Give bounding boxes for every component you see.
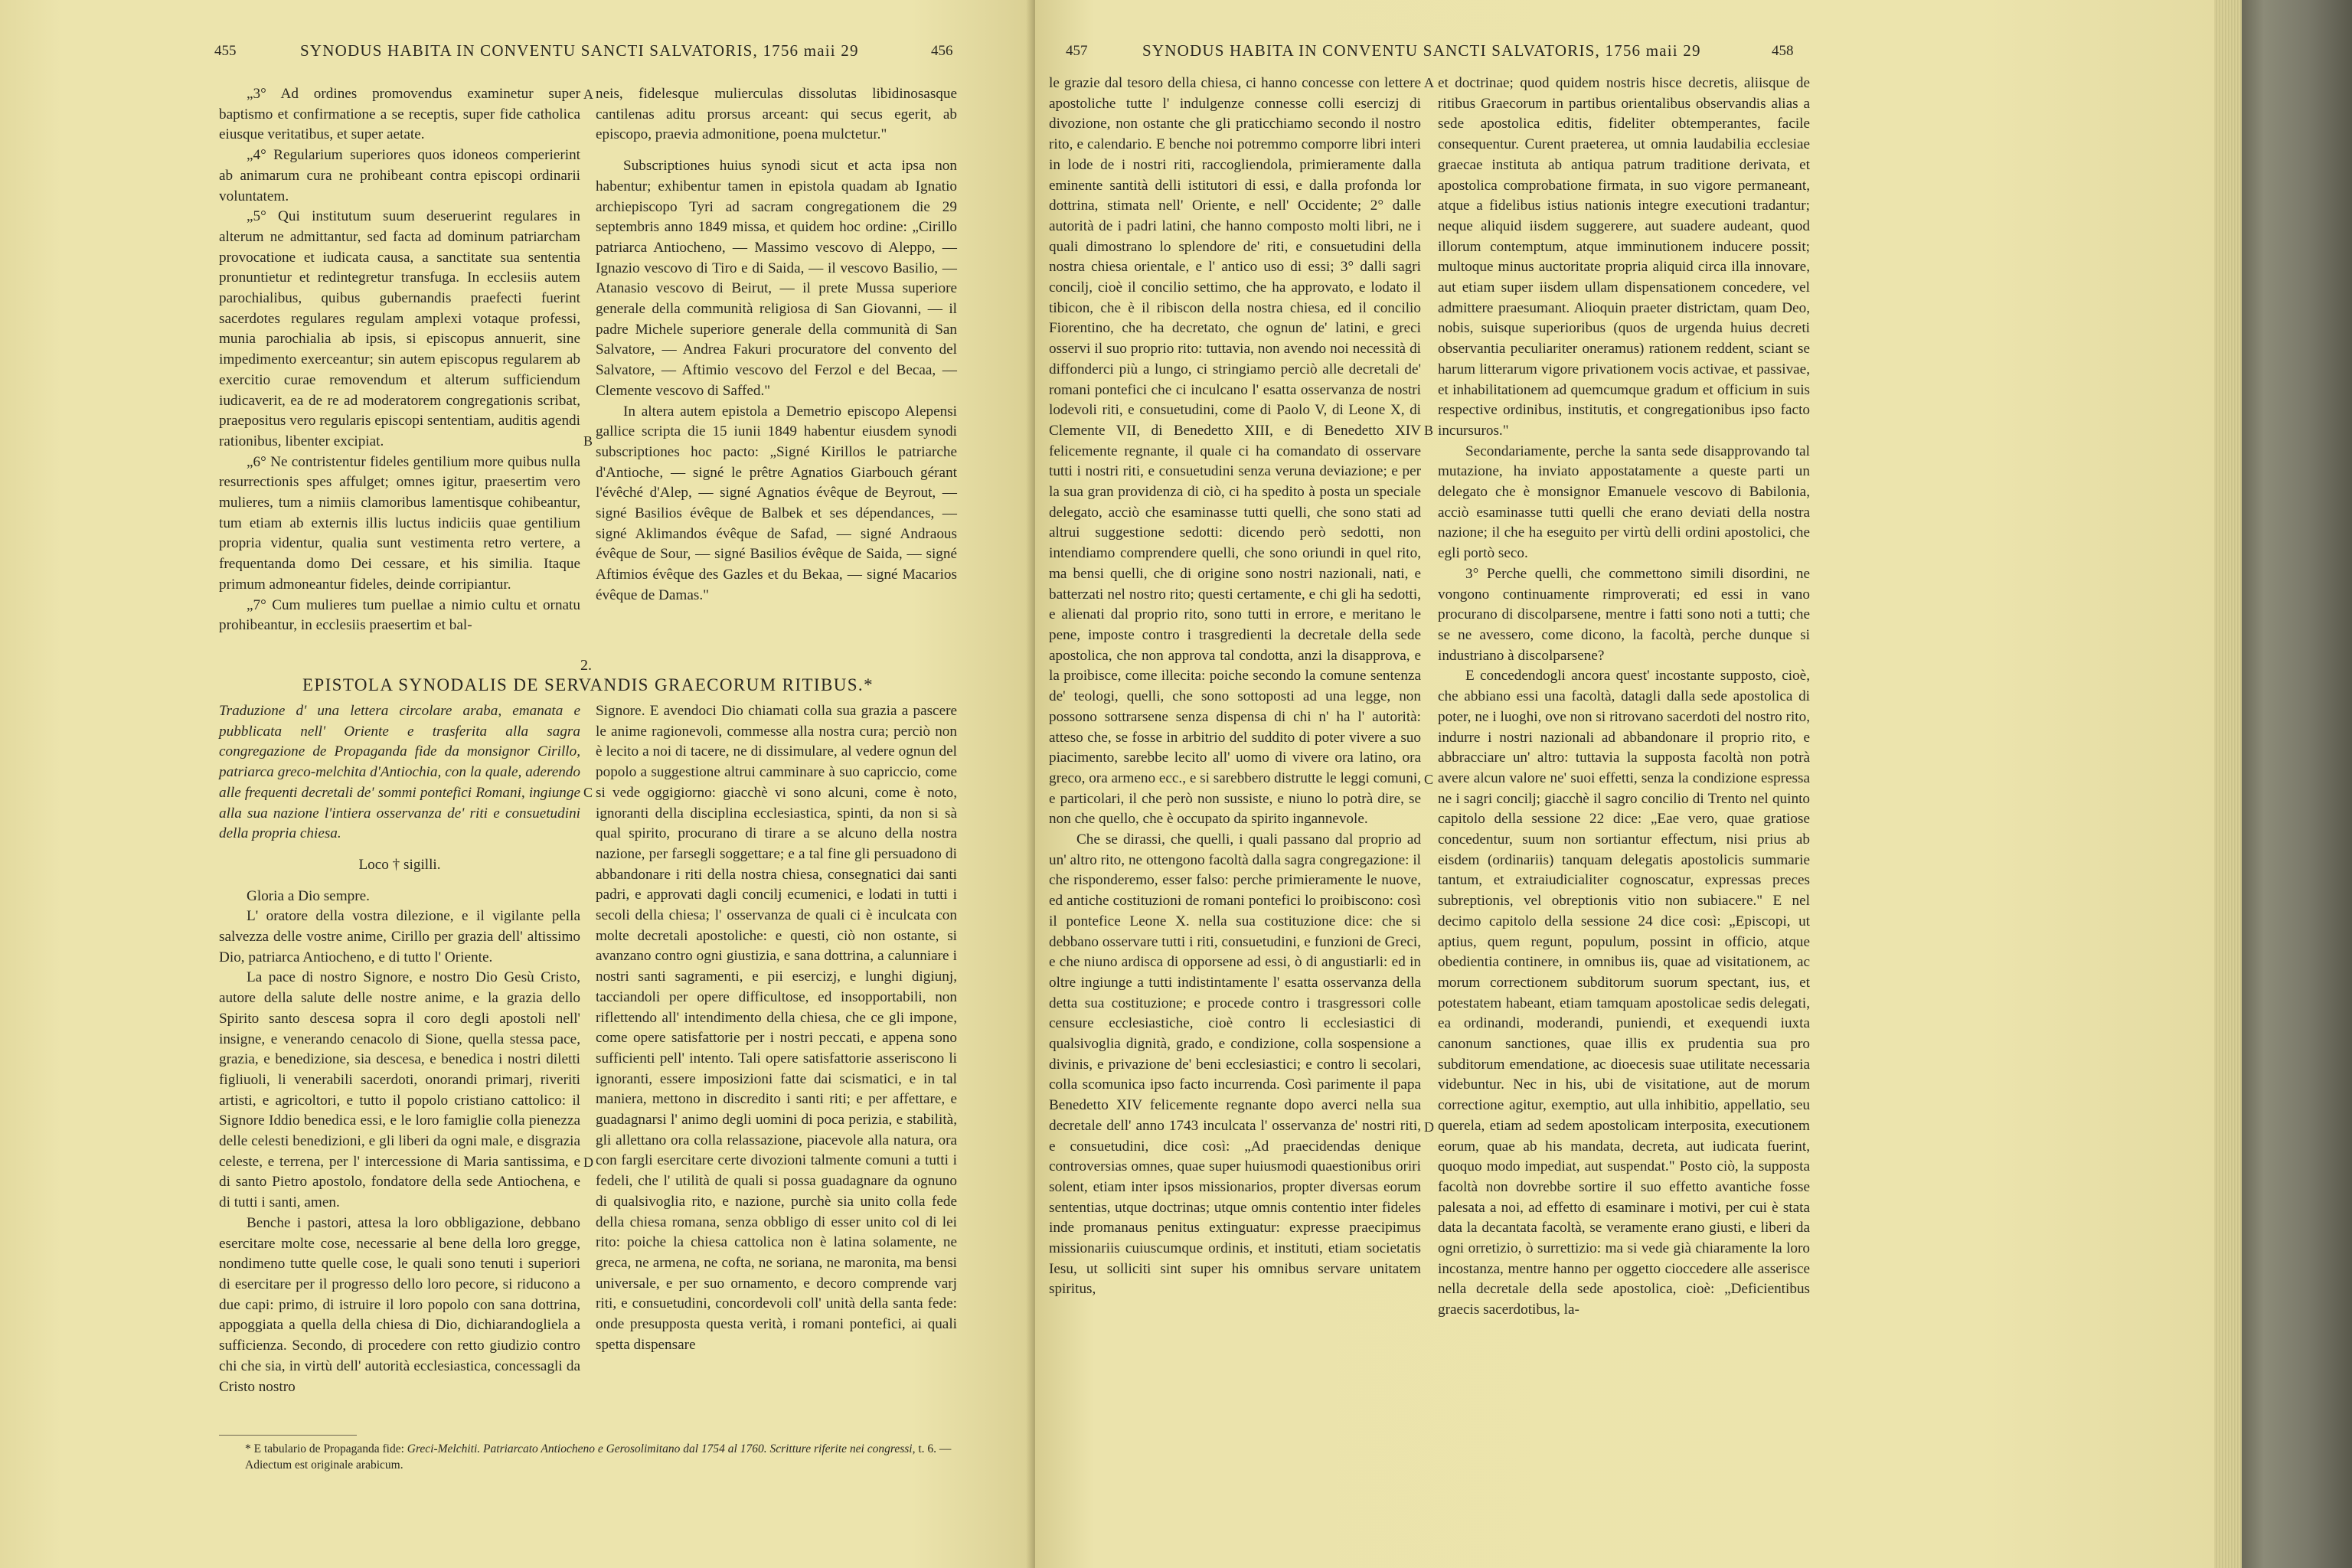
column-right-top: [596, 84, 957, 606]
margin-marker: A: [1424, 75, 1434, 90]
paragraph: In altera autem epistola a Demetrio episcopo Alepensi gallice scripta die 15 iunii 1849 habentur eiusdem synodi subscriptiones hoc pacto: „Signé Kirillos le patriarche d'Antioche, — signé le prêtre Agnatios Giarbouch gérant l'évêché d'Alep, — signé Agnatios évêque de Beyrout, — signé Basilios évêque de Balbek et ses dépendances, — signé Aklimandos évêque de Safad, — signé Andraous évêque de Sour, — signé Basilios évêque de Saida, — signé Aftimios évêque des Gazles et du Bekaa, — signé Macarios évêque de Damas.": [596, 403, 957, 603]
book-cover: [2242, 0, 2352, 1568]
paragraph: Secondariamente, perche la santa sede disapprovando tal mutazione, ha inviato appostatamente a queste parti un delegato che è monsignor Emanuele vescovo di Babilonia, acciò esaminasse tutti quelli che erano deviati della nostra nazione; il che ha eseguito per virtù delli ordini apostolici, che egli portò seco.: [1438, 443, 1810, 562]
left-page: [0, 0, 1035, 1568]
paragraph: neis, fidelesque mulierculas dissolutas libidinosasque cantilenas aditu prorsus arceant: qui secus egerit, ab episcopo, praevia admonitione, poena mulctetur.": [596, 86, 957, 143]
page-number: 456: [931, 43, 953, 59]
paragraph: 3° Perche quelli, che commettono simili disordini, ne vongono continuamente rimproverati; ed essi in vano procurano di discolparsene, mentre i fatti sono noti a tutti; che se ne avessero, come dicono, la facoltà, perche dunque si industriano à discolparsene?: [1438, 565, 1810, 664]
paragraph: „3° Ad ordines promovendus examinetur super baptismo et confirmatione a se receptis, super fide catholica eiusque veritatibus, et super aetate.: [219, 86, 580, 143]
page-number: 458: [1772, 43, 1794, 59]
column-left: [1049, 74, 1421, 1300]
paragraph: Benche i pastori, attesa la loro obbligazione, debbano esercitare molte cose, necessarie al bene della loro gregge, nondimeno tutte quelle cose, le quali sono tenuti i superiori di esercitare per il progresso dello loro pecore, si riducono a due capi: primo, di istruire il loro popolo con sana dottrina, appoggiata a quella della chiesa di Dio, dichiarandogliela a sufficienza. Secondo, di procedere con retto giudizio contro chi che sia, in virtù dell' autorità ecclesiastica, concessagli da Cristo nostro: [219, 1214, 580, 1395]
margin-marker: B: [1424, 423, 1434, 438]
section-title: EPISTOLA SYNODALIS DE SERVANDIS GRAECORUM RITIBUS.*: [302, 675, 874, 694]
section-number: 2.: [580, 657, 592, 674]
paragraph: „6° Ne contristentur fideles gentilium more quibus nulla resurrectionis spes affulget; omnes igitur, praesertim vero mulieres, tum a nimiis clamoribus lamentisque cohibeantur, tum etiam ab externis illis luctus indiciis quae gentilium propria videntur, qualia sunt vestimenta retro vertere, a frequentanda domo Dei cessare, et his similia. Itaque primum admoneantur fideles, deinde corripiantur.: [219, 453, 580, 593]
right-page: [1035, 0, 2214, 1568]
footnote: * E tabulario de Propaganda fide: Greci-Melchiti. Patriarcato Antiocheno e Gerosolimitano dal 1754 al 1760. Scritture riferite nei congressi, t. 6. — Adiectum est originale arabicum.: [245, 1442, 952, 1472]
margin-marker: B: [583, 433, 593, 449]
column-right: [1438, 74, 1810, 1321]
margin-marker: C: [583, 785, 593, 800]
seal-note: Loco † sigilli.: [358, 856, 441, 873]
paragraph: L' oratore della vostra dilezione, e il vigilante pella salvezza delle vostre anime, Cirillo per grazia dell' altissimo Dio, patriarca Antiocheno, e di tutto l' Oriente.: [219, 908, 580, 965]
running-header: SYNODUS HABITA IN CONVENTU SANCTI SALVATORIS, 1756 maii 29: [300, 41, 859, 60]
page-edges: [2214, 0, 2242, 1568]
paragraph: La pace di nostro Signore, e nostro Dio Gesù Cristo, autore della salute delle nostre anime, e la grazia dello Spirito santo descesa sopra il coro degli apostoli nell' insigne, e venerando cenacolo di Sione, quella stessa pace, grazia, e benedizione, sia descesa, e benedica i nostri diletti figliuoli, li venerabili sacerdoti, onorandi primarj, riveriti artisti, e agricoltori, e tutto il popolo cristiano cattolico: il Signore Iddio benedica essi, e le loro famiglie colla pienezza delle celesti benedizioni, e gli liberi da ogni male, e disgrazia celeste, e terrena, per l' intercessione di Maria santissima, e di santo Pietro apostolo, fondatore della sede Antiochena, e di tutti i santi, amen.: [219, 969, 580, 1211]
page-number: 455: [214, 43, 237, 59]
footnote-rule: [219, 1435, 357, 1436]
paragraph: „5° Qui institutum suum deseruerint regulares in alterum ne admittantur, sed facta ad dominum patriarcham provocatione et iudicata causa, a sanctitate sua sententia pronuntietur et redintegretur transfuga. In ecclesiis autem parochialibus, quibus gubernandis praefecti fuerint sacerdotes regulares regulam amplexi votaque professi, munia parochialia ab ipsis, si episcopus annuerit, sine impedimento exerceantur; sin autem episcopus regularem ab exercitio curae removendum et alterum sufficiendum iudicaverit, ea de re ad moderatorem congregationis scribat, praepositus vero regularis episcopi sententiam, auditis agendi rationibus, libenter excipiat.: [219, 208, 580, 449]
paragraph: Che se dirassi, che quelli, i quali passano dal proprio ad un' altro rito, ne ottengono facoltà dalla sagra congregazione: il che risponderemo, esser falso: perche primieramente le nuove, ed antiche costituzioni de romani pontefici lo proibiscono: così il pontefice Leone X. nella sua costituzione dice: che si debbano osservare tutti i riti, consuetudini, e funzioni de Greci, e che niuno ardisca di opporsene ad essi, ò di angustiarli: ed in oltre ingiunge a tutti indistintamente l' esatta osservanza della detta sua costituzione; e procede contro i trasgressori colle censure ecclesiastiche, cioè contro li ecclesiastici di qualsivoglia dignità, grado, e condizione, colla sospensione a divinis, e privazione de' beni ecclesiastici; e contro li secolari, colla scomunica ipso facto incurrenda. Così parimente il papa Benedetto XIV felicemente regnante dopo averci nella sua decretale dell' anno 1743 inculcata l' osservanza de' nostri riti, e consuetudini, dice così: „Ad praecidendas denique controversias omnes, quae super huiusmodi quaestionibus oriri solent, etiam inter ipsos missionarios, propter diversas eorum sententias, utque doctrinas; utque omnis contentio inter fideles inde promanaus penitus extinguatur: expresse praecipimus missionariis cuiuscumque ordinis, et instituti, etiam societatis Iesu, ut solliciti sint super his omnibus servare unitatem spiritus,: [1049, 831, 1421, 1298]
margin-marker: D: [1424, 1119, 1434, 1135]
paragraph: Subscriptiones huius synodi sicut et acta ipsa non habentur; exhibentur tamen in epistola quadam ab Ignatio archiepiscopo Tyri ad sacram congregationem die 29 septembris anno 1849 missa, et quidem hoc ordine: „Cirillo patriarca Antiocheno, — Massimo vescovo di Aleppo, — Ignazio vescovo di Tiro e di Saida, — il vescovo Basilio, — Atanasio vescovo di Beirut, — il prete Mussa superiore generale della communità religiosa di San Giovanni, — il padre Michele superiore generale della communità di San Salvatore, — Andrea Fakuri procuratore del convento del Salvatore, — Aftimio vescovo del Ferzol e del Becaa, — Clemente vescovo di Saffed.": [596, 158, 957, 399]
italic-intro: Traduzione d' una lettera circolare araba, emanata e pubblicata nell' Oriente e trasferita alla sagra congregazione de Propaganda fide da monsignor Cirillo, patriarca greco-melchita d'Antiochia, con la quale, aderendo alle frequenti decretali de' sommi pontefici Romani, ingiunge alla sua nazione l'intiera osservanza de' riti e consuetudini della propria chiesa.: [219, 703, 580, 842]
salutation: Gloria a Dio sempre.: [247, 887, 370, 904]
paragraph: Signore. E avendoci Dio chiamati colla sua grazia a pascere le anime ragionevoli, commesse alla nostra cura; perciò non è lecito a noi di tacere, ne di dissimulare, al vedere ognun del popolo a suggestione altrui camminare à suo capriccio, come si vede oggigiorno: giacchè vi sono alcuni, come è noto, ignoranti della disciplina ecclesiastica, spinti, da non si sà qual spirito, procurano di tirare a se alcuno della nostra nazione, per farsegli soggettare; e a tal fine gli persuadono di abbandonare i riti della nostra chiesa, consegnatici dai santi padri, e approvati dagli concilj ecumenici, e lodati in tutti i secoli della chiesa; l' osservanza de quali ci è inculcata con molte decretali apostoliche: e questi, ciò non ostante, si avanzano contro ogni giustizia, e sana dottrina, a calunniare i nostri santi sagramenti, e pii esercizj, e lunghi digiunj, tacciandoli per opere difficultose, ed insopportabili, non riflettendo all' intendimento della chiesa, che ce gli impone, come opere satisfattorie per i nostri peccati, e appena sono sufficienti pell' intento. Tali opere satisfattorie asseriscono li ignoranti, essere imposizioni fatte dai scismatici, e in tal maniera, mettono in discredito i santi riti; e per affettare, e guadagnarsi l' animo degli uomini di poca perizia, e stabilità, gli allettano ora colla relassazione, piacevole alla natura, ora con fargli esercitare certe divozioni talmente comuni a tutti i fedeli, che l' utilità de quali si possa guadagnare da ognuno di qualsivoglia rito, e nazione, purchè sia unito colla fede della chiesa romana, senza obbligo di esser unito col di lei rito: poiche la chiesa cattolica non è latina solamente, ne greca, ne armena, ne cofta, ne soriana, ne maronita, ma bensi universale, e per suo ornamento, e decoro comprende varj riti, e consuetudini, concordevoli coll' unità della santa fede: onde presupposta questa verità, i romani pontefici, ai quali spetta dispensare: [596, 703, 957, 1353]
paragraph: „7° Cum mulieres tum puellae a nimio cultu et ornatu prohibeantur, in ecclesiis praesertim et bal-: [219, 596, 580, 634]
paragraph: E concedendogli ancora quest' incostante supposto, cioè, che abbiano essi una facoltà, datagli dalla sede apostolica di poter, ne i luoghi, ove non si ritrovano sacerdoti del nostro rito, indurre i nostri nazionali ad abbandonare il proprio rito, e abbracciare un' altro: tuttavia la supposta facoltà non potrà avere alcun valore ne' suoi effetti, senza la condizione espressa ne i sagri concilj; giacchè il sagro concilio di Trento nel quinto capitolo della sessione 22 dice: „Eae vero, quae gratiose concedentur, suum non sortiantur effectum, nisi prius ab eisdem (ordinariis) tanquam delegatis apostolicis summarie tantum, et extraiudicialiter cognoscatur, expressas preces subreptionis, vel obreptionis vitio non subiacere." E nel decimo capitolo della sessione 24 dice così: „Episcopi, ut aptius, quem regunt, populum, possint in officio, atque obedientia continere, in omnibus iis, quae ad visitationem, ac morum correctionem subditorum suorum spectant, ius, et potestatem habeant, etiam tamquam apostolicae sedis delegati, ea ordinandi, moderandi, puniendi, et exequendi iuxta canonum sanctiones, quae illis ex prudentia sua pro subditorum emendatione, ac dioecesis suae utilitate necessaria videbuntur. Nec in his, ubi de visitatione, aut de morum correctione agitur, exemptio, aut ulla inhibitio, appellatio, seu querela, etiam ad sedem apostolicam interposita, executionem eorum, quae ab his mandata, decreta, aut iudicata fuerint, quoquo modo impediat, aut suspendat." Posto ciò, la supposta facoltà non dovrebbe sortire il suo effetto avantiche fosse palesata a noi, ad effetto di esaminare i motivi, per cui è stata data la decantata facoltà, se veramente erano giusti, e liberi da ogni orretizio, ò surrettizio: ma si vede già chiaramente la loro incostanza, mentre hanno per oggetto cioccedere alle asserisce nella decretale della sede apostolica, cioè: „Deficientibus graecis sacerdotibus, la-: [1438, 668, 1810, 1318]
margin-marker: A: [583, 87, 593, 102]
column-right-bottom: [596, 701, 957, 1356]
running-header: SYNODUS HABITA IN CONVENTU SANCTI SALVATORIS, 1756 maii 29: [1142, 41, 1701, 60]
margin-marker: D: [583, 1155, 593, 1170]
paragraph: et doctrinae; quod quidem nostris hisce decretis, aliisque de ritibus Graecorum in partibus orientalibus observandis alias a sede apostolica editis, fideliter obtemperantes, facile consequentur. Curent praeterea, ut omnia laudabilia ecclesiae graecae instituta ab antiqua patrum traditione derivata, et apostolica comprobatione firmata, in suo vigore permaneant, atque a fidelibus istius nationis integre executioni tradantur; neque aliquid iisdem suggerere, aut suadere audeant, quod illorum contemptum, atque imminutionem inducere possit; multoque minus auctoritate propria aliquid circa illa innovare, aut etiam super iisdem ullam dispensationem concedere, vel admittere praesumant. Alioquin praeter districtam, quam Deo, nobis, suisque superioribus (quos de urgenda huius decreti observantia peculiariter oneramus) rationem reddent, sciant se harum litterarum vigore privationem vocis activae, et passivae, et inhabilitationem ad quemcumque gradum et officium in suis respective ordinibus, institutis, et congregationibus ipso facto incursuros.": [1438, 75, 1810, 439]
page-number: 457: [1066, 43, 1088, 59]
paragraph: „4° Regularium superiores quos idoneos comperierint ab animarum cura ne prohibeant contra episcopi ordinarii voluntatem.: [219, 147, 580, 204]
margin-marker: C: [1424, 772, 1434, 787]
column-left-top: [219, 84, 580, 636]
paragraph: le grazie dal tesoro della chiesa, ci hanno concesse con lettere apostoliche tutte l' indulgenze connesse colli esercizj di divozione, non ostante che gli praticchiamo secondo il nostro rito, e calendario. E benche noi potremmo comporre libri interi in lode de i nostri riti, raccogliendola, primieramente dalla eminente santità delli istitutori di essi, e dalla profonda lor dottrina, stimata nell' Oriente, e nell' Occidente; 2° dalle autorità de i padri latini, che hanno composto molti libri, ne i quali dimostrano lo splendore de' riti, e consuetudini della nostra chiesa orientale, e l' antico uso di essi; 3° dalli sagri concilj, cioè il concilio settimo, che ha approvato, e lodato il tibicon, che è il ribiscon della nostra chiesa, ed il concilio Fiorentino, che ha decretato, che ognun de' latini, e greci osservi il suo proprio rito: tuttavia, non avendo noi necessità di diffonderci più a lungo, ci stringiamo perciò alle decretali de' romani pontefici che ci inculcano l' esatta osservanza de nostri lodevoli riti, e consuetudini, come di Paolo V, di Leone X, di Clemente VII, di Benedetto XIII, e di Benedetto XIV felicemente regnante, il quale ci ha comandato di osservare tutti i nostri riti, e consuetudini senza veruna deviazione; e per la sua gran providenza di ciò, ci ha spedito à posta un speciale delegato, acciò che esaminasse tutti quelli, che sono stati ad altrui suggestione sedotti: dicendo però sedotti, non intendiamo comprendere quelli, che sono oriundi in quel rito, ma bensi quelli, che di origine sono nostri nazionali, nati, e batterzati nel nostro rito; questi certamente, e chi gli ha sedotti, e alienati dal proprio rito, sono tutti in errore, e meritano le pene, imposte contro i trasgredienti la decretale della sede apostolica, che non approva tal condotta, anzi la disapprova, e la proibisce, come illecita: poiche secondo la comune sentenza de' teologi, quelli, che sono sottoposti ad una legge, non possono sottrarsene senza dispensa di chi n' ha l' autorità: atteso che, se fosse in arbitrio del suddito di poter vivere a suo piacimento, sarebbe lecito all' uomo di vivere ora latino, ora greco, ora armeno ecc., e si sarebbero distrutte le leggi comuni, e particolari, il che però non sussiste, e niuno lo potrà dire, se non che quello, che è occupato da spirito ingannevole.: [1049, 75, 1421, 828]
column-left-bottom: [219, 701, 580, 1397]
